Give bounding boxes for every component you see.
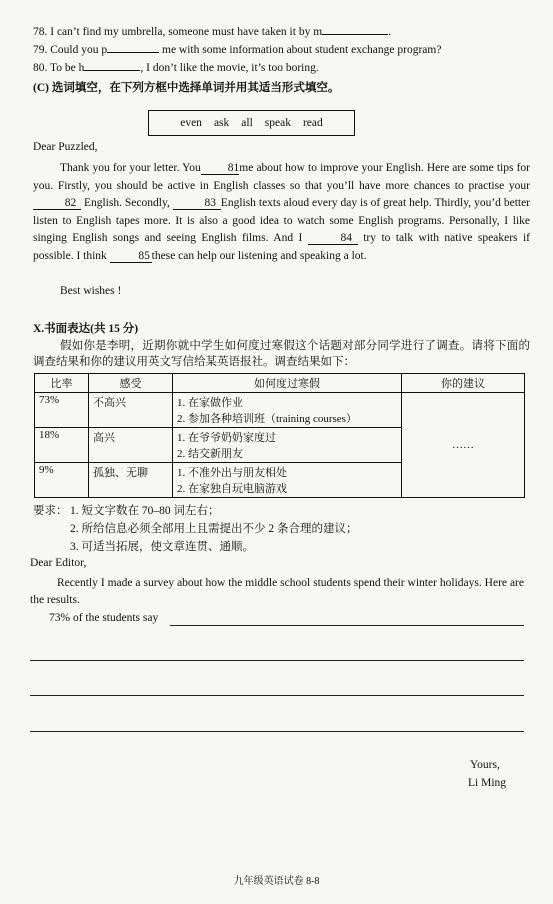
word-box [148,110,355,136]
writing-intro: 假如你是李明，近期你就中学生如何度过寒假这个话题对部分同学进行了调查。请将下面的调查结果和你的建议用英文写信给某英语报社。调查结果如下： [33,340,530,368]
suggestion-cell[interactable]: …… [402,393,525,498]
header-suggestion: 你的建议 [402,374,525,393]
question-79: 79. Could you p me with some information about student exchange program? [33,44,442,56]
blank-85[interactable]: 85 [110,250,152,263]
survey-table [34,373,525,498]
word-ask: ask [213,117,230,129]
blank-81[interactable]: 81 [201,162,240,175]
letter-body: Thank you for your letter. You 81me about how to improve your English. Here are some tips for you. Firstly, you should be active in English classes so that you’ll have more chances to practise your82 English. Secondly, 83 English texts aloud every day is of great help. Thirdly, you’d better listen to English tapes more. It is also a good idea to watch some English programs. Personally, I like singing English songs and seeing English films. And I 84 try to talk with native speakers if possible. I think 85 these can help our listening and speaking a lot. [33,162,531,262]
requirements-label: 要求： [33,505,68,517]
composition-start: 73% of the students say [49,612,159,624]
writing-title: X.书面表达(共 15 分) [33,323,139,335]
requirement-1: 1. 短文字数在 70–80 词左右； [70,505,220,517]
table-row: 9% 孤独、无聊 1. 不准外出与朋友相处 2. 在家独自玩电脑游戏 [35,463,525,498]
sign-off: Yours, [470,759,500,771]
word-even: even [180,117,202,129]
writing-line[interactable] [30,731,524,732]
blank-82[interactable]: 82 [33,197,81,210]
writing-line[interactable] [170,625,524,626]
word-speak: speak [264,117,291,129]
header-ways: 如何度过寒假 [173,374,402,393]
q79-blank[interactable] [107,52,159,53]
q78-blank[interactable] [322,34,388,35]
section-c-title: (C) 选词填空，在下列方框中选择单词并用其适当形式填空。 [33,82,340,94]
requirement-2: 2. 所给信息必须全部用上且需提出不少 2 条合理的建议； [70,523,358,535]
letter-greeting: Dear Puzzled, [33,141,98,153]
word-read: read [302,117,323,129]
header-rate: 比率 [35,374,89,393]
header-feeling: 感受 [89,374,173,393]
q80-blank[interactable] [84,70,140,71]
q78-text: 78. I can’t find my umbrella, someone must have taken it by m [33,26,323,38]
question-78: 78. I can’t find my umbrella, someone must have taken it by m . [33,26,392,38]
letter-closing: Best wishes ! [60,285,122,297]
writing-line[interactable] [30,695,524,696]
table-row: 73% 不高兴 1. 在家做作业 2. 参加各种培训班（training courses） …… [35,393,525,428]
blank-83[interactable]: 83 [173,197,221,210]
survey-header-row [35,374,525,393]
signature-name: Li Ming [468,777,507,789]
blank-84[interactable]: 84 [308,232,358,245]
composition-body: Recently I made a survey about how the middle school students spend their winter holidays. Here are the results. [30,577,524,606]
word-all: all [241,117,253,129]
writing-line[interactable] [30,660,524,661]
requirement-3: 3. 可适当拓展，使文章连贯、通顺。 [70,541,254,553]
table-row: 18% 高兴 1. 在爷爷奶奶家度过 2. 结交新朋友 [35,428,525,463]
salutation: Dear Editor, [30,557,87,569]
question-80: 80. To be h , I don’t like the movie, it’s too boring. [33,62,319,74]
page-footer: 九年级英语试卷 8-8 [233,876,320,887]
